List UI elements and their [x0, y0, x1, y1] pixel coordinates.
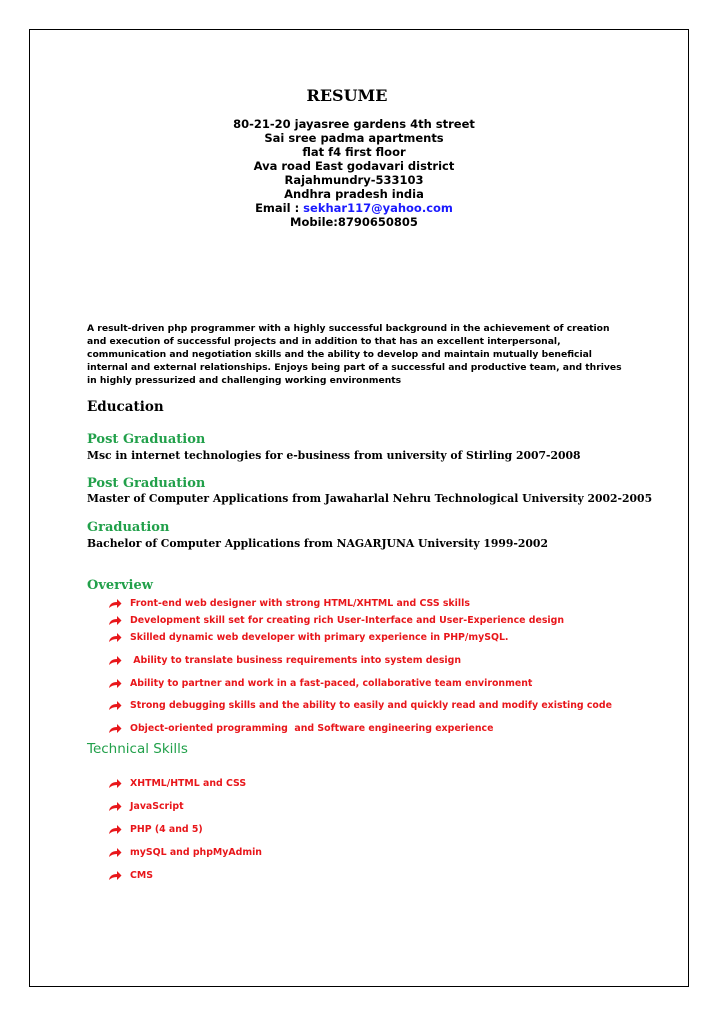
- overview-item: [108, 655, 461, 666]
- overview-item-text: Strong debugging skills and the ability to easily and quickly read and modify existing code: [130, 700, 612, 711]
- degree-level: Post Graduation: [87, 476, 206, 491]
- address-line: flat f4 first floor: [302, 145, 406, 159]
- address-line: Rajahmundry-533103: [284, 173, 424, 187]
- curved-arrow-icon: [108, 724, 122, 734]
- skill-item: [108, 778, 246, 789]
- address-line: Sai sree padma apartments: [264, 131, 444, 145]
- skill-item-text: CMS: [130, 870, 153, 881]
- overview-item: [108, 632, 509, 643]
- curved-arrow-icon: [108, 825, 122, 835]
- summary-line: communication and negotiation skills and the ability to develop and maintain mutually beneficial: [87, 349, 592, 360]
- mobile-line: Mobile:8790650805: [290, 215, 418, 229]
- curved-arrow-icon: [108, 701, 122, 711]
- overview-item-text: Front-end web designer with strong HTML/XHTML and CSS skills: [130, 598, 470, 609]
- skill-item-text: mySQL and phpMyAdmin: [130, 847, 262, 858]
- overview-heading: Overview: [87, 578, 153, 593]
- curved-arrow-icon: [108, 599, 122, 609]
- summary-line: A result-driven php programmer with a highly successful background in the achievement of creation: [87, 323, 610, 334]
- overview-item-text: Ability to translate business requirements into system design: [130, 655, 462, 666]
- degree-level: Post Graduation: [87, 432, 206, 447]
- curved-arrow-icon: [108, 848, 122, 858]
- email-line: [30, 201, 678, 215]
- address-line: Ava road East godavari district: [253, 159, 455, 173]
- skill-item: [108, 824, 203, 835]
- overview-item-text: Skilled dynamic web developer with primary experience in PHP/mySQL.: [130, 632, 509, 643]
- email-label: Email :: [255, 201, 304, 215]
- summary-line: internal and external relationships. Enjoys being part of a successful and productive team, and thrives: [87, 362, 622, 373]
- overview-item: [108, 678, 532, 689]
- email-link[interactable]: sekhar117@yahoo.com: [303, 201, 453, 215]
- address-line: 80-21-20 jayasree gardens 4th street: [233, 117, 475, 131]
- skill-item: [108, 847, 262, 858]
- overview-item: [108, 723, 493, 734]
- degree-detail: Msc in internet technologies for e-business from university of Stirling 2007-2008: [87, 449, 581, 462]
- curved-arrow-icon: [108, 679, 122, 689]
- degree-detail: Bachelor of Computer Applications from NAGARJUNA University 1999-2002: [87, 537, 548, 550]
- curved-arrow-icon: [108, 616, 122, 626]
- overview-item-text: Development skill set for creating rich User-Interface and User-Experience design: [130, 615, 565, 626]
- curved-arrow-icon: [108, 779, 122, 789]
- address-line: Andhra pradesh india: [284, 187, 424, 201]
- summary-line: and execution of successful projects and in addition to that has an excellent interpersonal,: [87, 336, 561, 347]
- skill-item: [108, 801, 184, 812]
- overview-item: [108, 700, 612, 711]
- overview-item: [108, 598, 470, 609]
- skill-item-text: JavaScript: [130, 801, 184, 812]
- skill-item: [108, 870, 153, 881]
- degree-detail: Master of Computer Applications from Jawaharlal Nehru Technological University 2002-2005: [87, 492, 653, 505]
- skill-item-text: XHTML/HTML and CSS: [130, 778, 247, 789]
- summary-line: in highly pressurized and challenging working environments: [87, 375, 402, 386]
- overview-item-text: Ability to partner and work in a fast-paced, collaborative team environment: [130, 678, 533, 689]
- curved-arrow-icon: [108, 656, 122, 666]
- skill-item-text: PHP (4 and 5): [130, 824, 203, 835]
- education-heading: Education: [87, 399, 164, 415]
- overview-item-text: Object-oriented programming and Software engineering experience: [130, 723, 494, 734]
- resume-page: [29, 29, 689, 987]
- degree-level: Graduation: [87, 520, 170, 535]
- curved-arrow-icon: [108, 871, 122, 881]
- summary-paragraph: [87, 322, 647, 387]
- curved-arrow-icon: [108, 633, 122, 643]
- resume-title: RESUME: [306, 86, 388, 105]
- curved-arrow-icon: [108, 802, 122, 812]
- technical-skills-heading: Technical Skills: [87, 741, 188, 757]
- overview-item: [108, 615, 564, 626]
- contact-block: [30, 117, 678, 229]
